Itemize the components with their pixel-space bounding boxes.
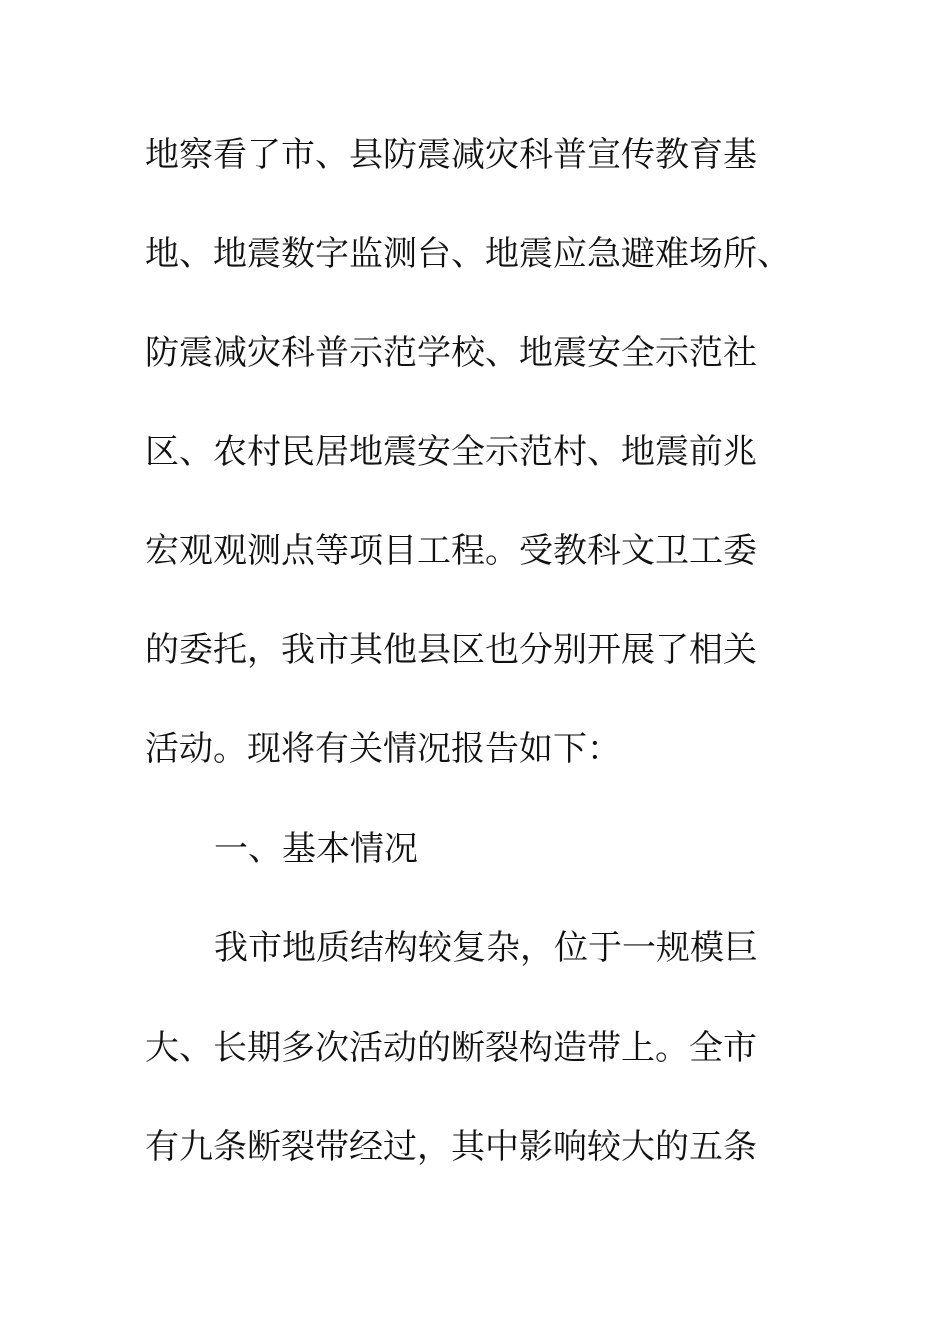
text-line: 防震减灾科普示范学校、地震安全示范社 [145,333,757,373]
text-line: 区、农村民居地震安全示范村、地震前兆 [145,432,757,472]
text-line: 地察看了市、县防震减灾科普宣传教育基 [145,135,757,175]
text-line: 宏观观测点等项目工程。受教科文卫工委 [145,531,757,571]
paragraph-line: 大、长期多次活动的断裂构造带上。全市 [145,1028,757,1068]
paragraph-line: 我市地质结构较复杂，位于一规模巨 [214,928,758,968]
text-line: 地、地震数字监测台、地震应急避难场所、 [145,234,791,274]
paragraph-line: 有九条断裂带经过，其中影响较大的五条 [145,1127,757,1167]
text-line: 活动。现将有关情况报告如下： [145,729,621,769]
section-heading: 一、基本情况 [214,829,418,869]
text-line: 的委托，我市其他县区也分别开展了相关 [145,630,757,670]
